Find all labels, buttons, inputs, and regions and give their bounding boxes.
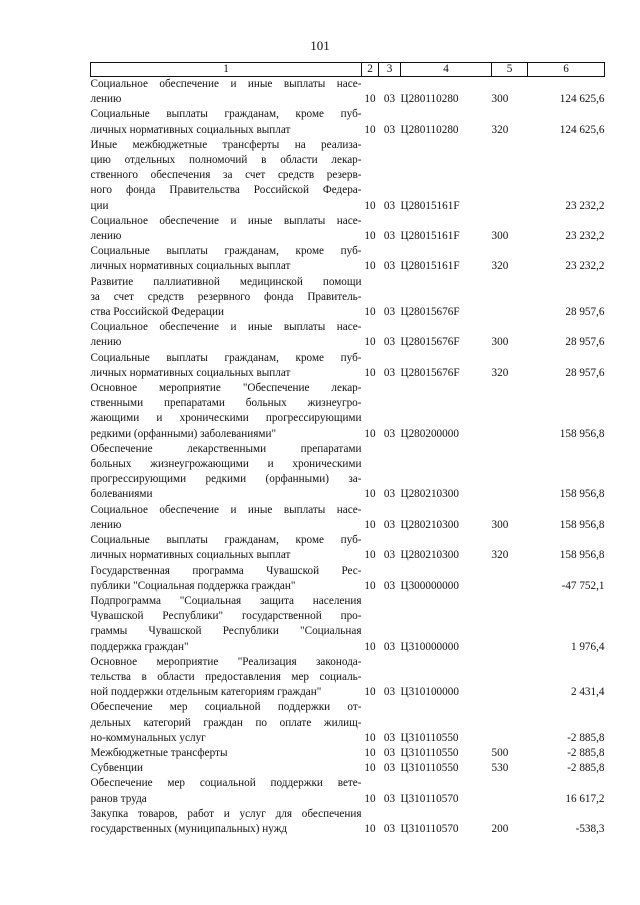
subsection-code: 03: [383, 822, 396, 835]
description-line: личных нормативных социальных выплат: [90, 366, 291, 379]
row-description: [91, 594, 362, 655]
subsection-code: 03: [383, 731, 396, 744]
section-code: 10: [364, 686, 376, 699]
section-code: 10: [364, 260, 376, 273]
row-description: [91, 807, 362, 837]
amount: 158 956,8: [559, 549, 605, 562]
section-code: 10: [364, 792, 376, 805]
description-line: Социальное обеспечение и иные выплаты насе-: [90, 214, 362, 227]
section-code: 10: [364, 640, 376, 653]
expense-type-code: [492, 381, 528, 442]
description-line: личных нормативных социальных выплат: [90, 123, 291, 136]
target-article-code: Ц28015676F: [400, 336, 460, 349]
description-line: Социальные выплаты гражданам, кроме пуб-: [90, 534, 362, 547]
subsection-code: 03: [383, 579, 396, 592]
section-code: 10: [364, 336, 376, 349]
row-description: [91, 107, 362, 137]
description-line: ной поддержки отдельным категориям граждан": [90, 686, 322, 699]
table-row: [91, 107, 605, 137]
amount: 23 232,2: [565, 199, 605, 212]
expense-type-code: 300: [491, 336, 509, 349]
expense-type-code: [492, 442, 528, 503]
row-description: [91, 320, 362, 350]
target-article-code: Ц310110550: [400, 762, 459, 775]
amount: 124 625,6: [559, 123, 605, 136]
row-description: [91, 533, 362, 563]
subsection-code: 03: [383, 762, 396, 775]
amount: -2 885,8: [567, 746, 605, 759]
expense-type-code: 320: [491, 549, 509, 562]
row-description: [91, 746, 362, 761]
description-line: Основное мероприятие "Реализация законода-: [90, 655, 362, 668]
description-line: ранов труда: [90, 792, 147, 805]
subsection-code: 03: [383, 518, 396, 531]
amount: 1 976,4: [570, 640, 605, 653]
target-article-code: Ц280110280: [400, 123, 459, 136]
target-article-code: Ц310110550: [400, 746, 459, 759]
row-description: [91, 244, 362, 274]
description-line: тельства в области предоставления мер социаль-: [90, 670, 362, 683]
section-code: 10: [364, 518, 376, 531]
subsection-code: 03: [383, 549, 396, 562]
table-row: [91, 776, 605, 806]
description-line: Субвенции: [90, 762, 143, 775]
description-line: Обеспечение мер социальной поддержки от-: [90, 701, 362, 714]
target-article-code: Ц28015161F: [400, 199, 460, 212]
section-code: 10: [364, 93, 376, 106]
description-line: болеваниями: [90, 488, 153, 501]
section-code: 10: [364, 549, 376, 562]
table-row: [91, 442, 605, 503]
expense-type-code: [492, 594, 528, 655]
subsection-code: 03: [383, 427, 396, 440]
section-code: 10: [364, 822, 376, 835]
section-code: 10: [364, 762, 376, 775]
description-line: лению: [90, 518, 122, 531]
column-header-5: 5: [492, 63, 528, 77]
subsection-code: 03: [383, 260, 396, 273]
page-number: 101: [310, 38, 330, 53]
expense-type-code: [492, 776, 528, 806]
description-line: ции: [90, 199, 109, 212]
description-line: Чувашской Республики" государственной про-: [90, 610, 362, 623]
target-article-code: Ц310100000: [400, 686, 459, 699]
target-article-code: Ц28015676F: [400, 366, 460, 379]
section-code: 10: [364, 731, 376, 744]
row-description: [91, 442, 362, 503]
row-description: [91, 503, 362, 533]
table-row: [91, 655, 605, 701]
section-code: 10: [364, 306, 376, 319]
expense-type-code: 200: [491, 822, 509, 835]
subsection-code: 03: [383, 366, 396, 379]
section-code: 10: [364, 230, 376, 243]
description-line: ственного обеспечения за счет средств резерв-: [90, 169, 362, 182]
target-article-code: Ц280210300: [400, 518, 459, 531]
description-line: поддержка граждан": [90, 640, 189, 653]
target-article-code: Ц280200000: [400, 427, 459, 440]
section-code: 10: [364, 427, 376, 440]
table-row: [91, 746, 605, 761]
table-row: [91, 807, 605, 837]
description-line: государственных (муниципальных) нужд: [90, 822, 288, 835]
section-code: 10: [364, 199, 376, 212]
description-line: Подпрограмма "Социальная защита населения: [90, 594, 362, 607]
expense-type-code: [492, 564, 528, 594]
table-row: [91, 761, 605, 776]
table-row: [91, 503, 605, 533]
description-line: Социальное обеспечение и иные выплаты насе-: [90, 321, 362, 334]
expense-type-code: 300: [491, 93, 509, 106]
description-line: лению: [90, 336, 122, 349]
description-line: ного фонда Правительства Российской Федера-: [90, 184, 362, 197]
table-row: [91, 594, 605, 655]
expense-type-code: 320: [491, 260, 509, 273]
expense-type-code: [492, 700, 528, 746]
description-line: публики "Социальная поддержка граждан": [90, 579, 296, 592]
description-line: Социальные выплаты гражданам, кроме пуб-: [90, 245, 362, 258]
header-row: [91, 63, 605, 77]
description-line: Развитие паллиативной медицинской помощи: [90, 275, 362, 288]
table-row: [91, 700, 605, 746]
description-line: прогрессирующими редкими (орфанными) за-: [90, 473, 362, 486]
description-line: редкими (орфанными) заболеваниями": [90, 427, 277, 440]
amount: -47 752,1: [561, 579, 605, 592]
target-article-code: Ц28015161F: [400, 230, 460, 243]
amount: 23 232,2: [565, 230, 605, 243]
subsection-code: 03: [383, 792, 396, 805]
amount: 2 431,4: [570, 686, 605, 699]
description-line: больных жизнеугрожающими и хроническими: [90, 458, 362, 471]
column-header-6: 6: [528, 63, 605, 77]
description-line: Межбюджетные трансферты: [90, 746, 228, 759]
expense-type-code: 320: [491, 123, 509, 136]
target-article-code: Ц300000000: [400, 579, 459, 592]
subsection-code: 03: [383, 230, 396, 243]
amount: 23 232,2: [565, 260, 605, 273]
amount: -2 885,8: [567, 762, 605, 775]
subsection-code: 03: [383, 640, 396, 653]
target-article-code: Ц28015676F: [400, 306, 460, 319]
expense-type-code: [492, 655, 528, 701]
table-row: [91, 244, 605, 274]
description-line: Социальное обеспечение и иные выплаты насе-: [90, 78, 362, 90]
table-header: [91, 63, 605, 77]
row-description: [91, 564, 362, 594]
target-article-code: Ц280210300: [400, 549, 459, 562]
description-line: Обеспечение мер социальной поддержки вете-: [90, 777, 362, 790]
table-row: [91, 351, 605, 381]
target-article-code: Ц310110570: [400, 792, 459, 805]
description-line: но-коммунальных услуг: [90, 731, 206, 744]
table-row: [91, 320, 605, 350]
table-row: [91, 77, 605, 108]
description-line: Социальное обеспечение и иные выплаты насе-: [90, 503, 362, 516]
description-line: Социальные выплаты гражданам, кроме пуб-: [90, 108, 362, 121]
table-row: [91, 138, 605, 214]
target-article-code: Ц28015161F: [400, 260, 460, 273]
subsection-code: 03: [383, 686, 396, 699]
description-line: личных нормативных социальных выплат: [90, 260, 291, 273]
expense-type-code: 500: [491, 746, 509, 759]
amount: 28 957,6: [565, 366, 605, 379]
description-line: Закупка товаров, работ и услуг для обеспечения: [90, 807, 362, 820]
subsection-code: 03: [383, 306, 396, 319]
amount: -2 885,8: [567, 731, 605, 744]
target-article-code: Ц310110550: [400, 731, 459, 744]
table-row: [91, 381, 605, 442]
section-code: 10: [364, 366, 376, 379]
row-description: [91, 138, 362, 214]
subsection-code: 03: [383, 93, 396, 106]
description-line: дельных категорий граждан по оплате жилищ-: [90, 716, 362, 729]
target-article-code: Ц310110570: [400, 822, 459, 835]
description-line: ственными препаратами больных жизнеугро-: [90, 397, 362, 410]
subsection-code: 03: [383, 199, 396, 212]
amount: 158 956,8: [559, 427, 605, 440]
description-line: Обеспечение лекарственными препаратами: [90, 442, 362, 455]
section-code: 10: [364, 746, 376, 759]
amount: -538,3: [575, 822, 605, 835]
row-description: [91, 275, 362, 321]
table-row: [91, 533, 605, 563]
section-code: 10: [364, 123, 376, 136]
table-row: [91, 564, 605, 594]
amount: 158 956,8: [559, 488, 605, 501]
amount: 124 625,6: [559, 93, 605, 106]
budget-table: [90, 62, 605, 837]
description-line: Государственная программа Чувашской Рес-: [90, 564, 362, 577]
target-article-code: Ц280210300: [400, 488, 459, 501]
column-header-3: 3: [379, 63, 401, 77]
description-line: Социальные выплаты гражданам, кроме пуб-: [90, 351, 362, 364]
subsection-code: 03: [383, 746, 396, 759]
section-code: 10: [364, 488, 376, 501]
amount: 158 956,8: [559, 518, 605, 531]
row-description: [91, 77, 362, 108]
column-header-2: 2: [362, 63, 379, 77]
amount: 28 957,6: [565, 336, 605, 349]
target-article-code: Ц280110280: [400, 93, 459, 106]
description-line: лению: [90, 93, 122, 106]
section-code: 10: [364, 579, 376, 592]
row-description: [91, 776, 362, 806]
row-description: [91, 381, 362, 442]
expense-type-code: 320: [491, 366, 509, 379]
expense-type-code: [492, 138, 528, 214]
expense-type-code: 300: [491, 230, 509, 243]
table-row: [91, 275, 605, 321]
row-description: [91, 700, 362, 746]
description-line: жающими и хроническими прогрессирующими: [90, 412, 362, 425]
column-header-4: 4: [401, 63, 492, 77]
row-description: [91, 214, 362, 244]
amount: 16 617,2: [565, 792, 605, 805]
row-description: [91, 655, 362, 701]
description-line: Основное мероприятие "Обеспечение лекар-: [90, 382, 362, 395]
amount: 28 957,6: [565, 306, 605, 319]
description-line: ства Российской Федерации: [90, 306, 225, 319]
expense-type-code: [492, 275, 528, 321]
table-row: [91, 214, 605, 244]
description-line: за счет средств резервного фонда Правитель-: [90, 290, 362, 303]
expense-type-code: 300: [491, 518, 509, 531]
description-line: лению: [90, 230, 122, 243]
expense-type-code: 530: [491, 762, 509, 775]
row-description: [91, 351, 362, 381]
description-line: Иные межбюджетные трансферты на реализа-: [90, 138, 362, 151]
description-line: личных нормативных социальных выплат: [90, 549, 291, 562]
row-description: [91, 761, 362, 776]
description-line: граммы Чувашской Республики "Социальная: [90, 625, 362, 638]
table-body: [91, 77, 605, 838]
subsection-code: 03: [383, 336, 396, 349]
subsection-code: 03: [383, 123, 396, 136]
subsection-code: 03: [383, 488, 396, 501]
target-article-code: Ц310000000: [400, 640, 459, 653]
column-header-1: 1: [91, 63, 362, 77]
description-line: цию отдельных полномочий в области лекар-: [90, 154, 362, 167]
